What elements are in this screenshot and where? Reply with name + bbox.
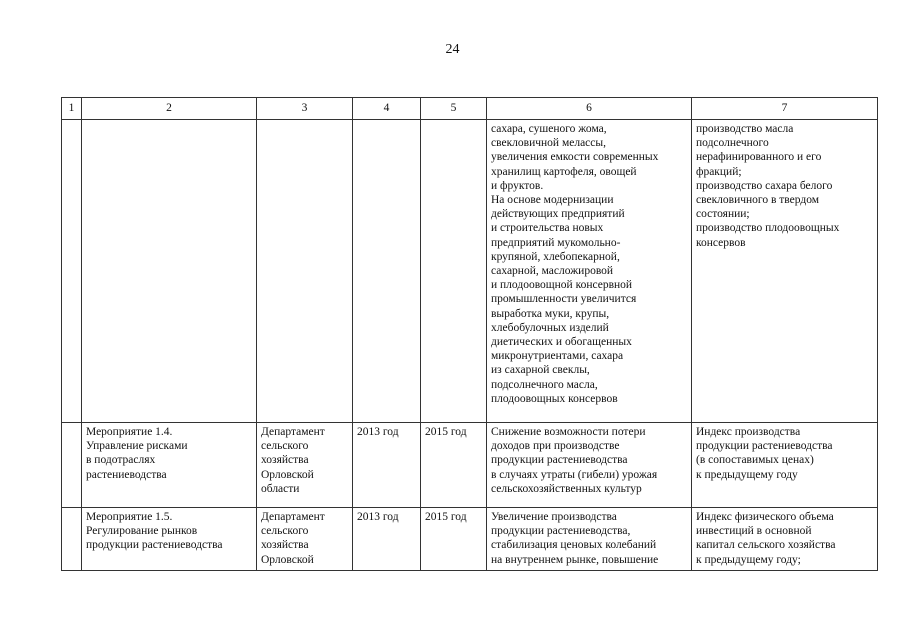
indicator-cell: Индекс производства продукции растениеводства (в сопоставимых ценах) к предыдущему году	[692, 423, 878, 508]
header-cell-3: 3	[257, 98, 353, 120]
table-row	[62, 508, 878, 571]
header-cell-2: 2	[82, 98, 257, 120]
row-number-cell	[62, 508, 82, 571]
header-cell-7: 7	[692, 98, 878, 120]
indicator-cell: Индекс физического объема инвестиций в основной капитал сельского хозяйства к предыдущему году;	[692, 508, 878, 571]
table-row	[62, 423, 878, 508]
header-cell-4: 4	[353, 98, 421, 120]
measure-cell: Мероприятие 1.4. Управление рисками в подотраслях растениеводства	[82, 423, 257, 508]
start-year-cell: 2013 год	[353, 508, 421, 571]
executor-cell	[257, 120, 353, 423]
executor-cell: Департамент сельского хозяйства Орловской	[257, 508, 353, 571]
start-year-cell	[353, 120, 421, 423]
indicator-cell: производство масла подсолнечного нерафинированного и его фракций; производство сахара белого свекловичного в твердом состоянии; производство плодоовощных консервов	[692, 120, 878, 423]
header-cell-1: 1	[62, 98, 82, 120]
header-cell-6: 6	[487, 98, 692, 120]
row-number-cell	[62, 120, 82, 423]
expected-result-cell: Снижение возможности потери доходов при производстве продукции растениеводства в случаях утраты (гибели) урожая сельскохозяйственных культур	[487, 423, 692, 508]
header-cell-5: 5	[421, 98, 487, 120]
executor-cell: Департамент сельского хозяйства Орловской области	[257, 423, 353, 508]
expected-result-cell: Увеличение производства продукции растениеводства, стабилизация ценовых колебаний на внутреннем рынке, повышение	[487, 508, 692, 571]
end-year-cell: 2015 год	[421, 423, 487, 508]
measure-cell	[82, 120, 257, 423]
row-number-cell	[62, 423, 82, 508]
program-table	[61, 97, 878, 571]
end-year-cell	[421, 120, 487, 423]
header-row	[62, 98, 878, 120]
expected-result-cell: сахара, сушеного жома, свекловичной мелассы, увеличения емкости современных хранилищ картофеля, овощей и фруктов. На основе модернизации действующих предприятий и строительства новых предприятий мукомольно- крупяной, хлебопекарной, сахарной, масложировой и плодоовощной консервной промышленности увеличится выработка муки, крупы, хлебобулочных изделий диетических и обогащенных микронутриентами, сахара из сахарной свеклы, подсолнечного масла, плодоовощных консервов	[487, 120, 692, 423]
page-number: 24	[445, 42, 460, 57]
start-year-cell: 2013 год	[353, 423, 421, 508]
end-year-cell: 2015 год	[421, 508, 487, 571]
measure-cell: Мероприятие 1.5. Регулирование рынков продукции растениеводства	[82, 508, 257, 571]
table-row	[62, 120, 878, 423]
